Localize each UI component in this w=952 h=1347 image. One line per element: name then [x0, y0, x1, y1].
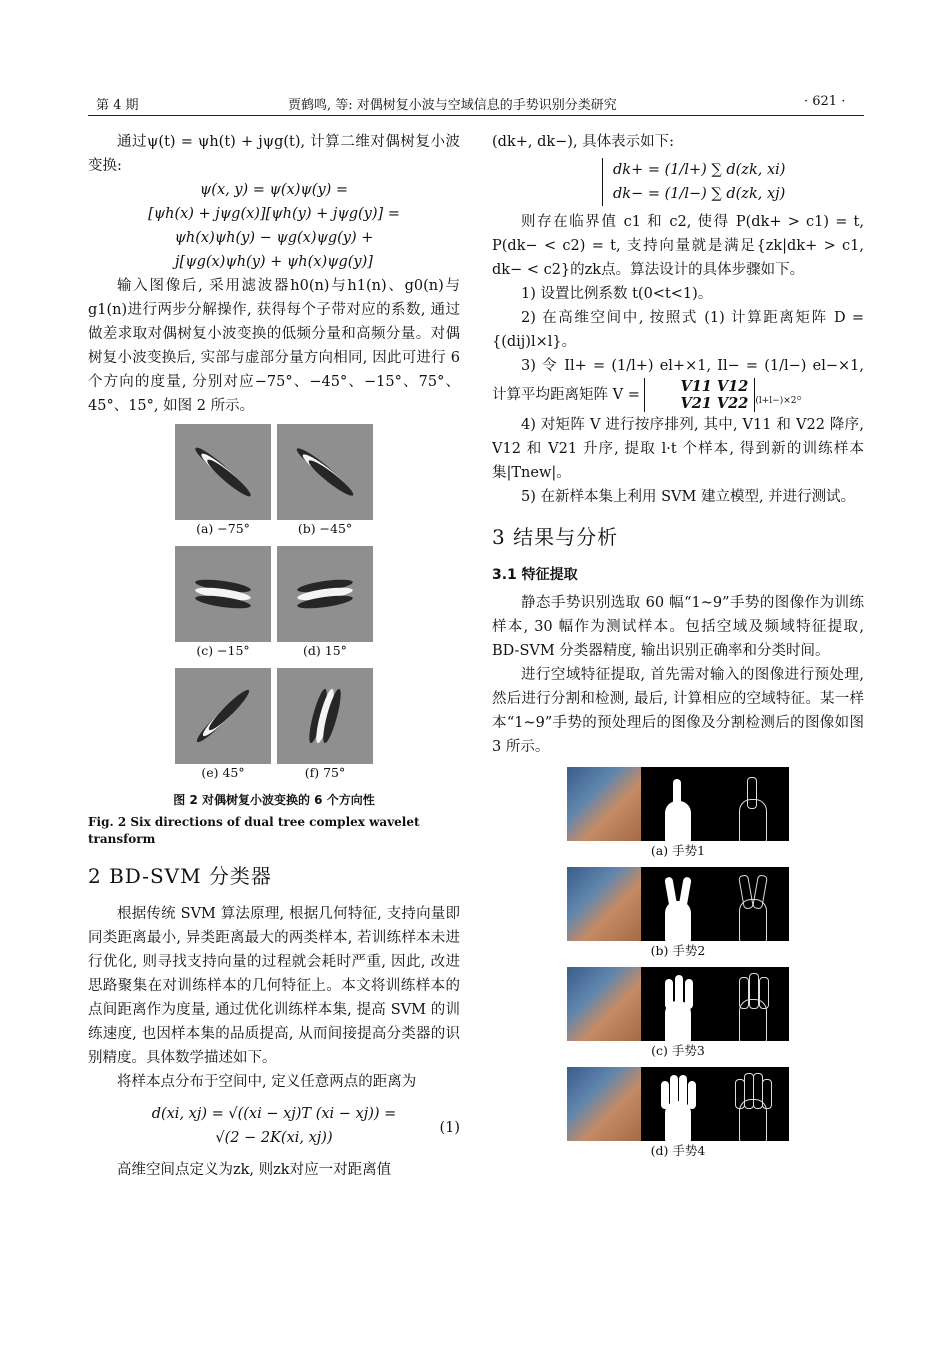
step-4: 4) 对矩阵 V 进行按序排列, 其中, V11 和 V22 降序, V12 和 V21 升序, 提取 l·t 个样本, 得到新的训练样本集|Tnew|。	[492, 416, 864, 481]
step-3-end: 。	[796, 387, 811, 403]
step-3-text: 3) 令 Il+ = (1/l+) el+×1, Il− = (1/l−) el−×1, 计算平均距离矩阵 V =	[492, 358, 864, 403]
figure-2b-label: (b) −45°	[297, 521, 353, 536]
figure-3a	[492, 767, 864, 859]
figure-2d-label: (d) 15°	[303, 643, 347, 658]
paragraph-highdim: 高维空间点定义为zk, 则zk对应一对距离值	[117, 1162, 392, 1178]
equation-1-number: (1)	[439, 1120, 460, 1136]
step-5: 5) 在新样本集上利用 SVM 建立模型, 并进行测试。	[521, 488, 856, 505]
wavelet-image	[175, 546, 271, 642]
wavelet-equation-2: [ψh(x) + jψg(x)][ψh(y) + jψg(y)] =	[148, 206, 400, 222]
figure-3d-label: (d) 手势4	[650, 1142, 706, 1158]
step-2: 2) 在高维空间中, 按照式 (1) 计算距离矩阵 D = {(dij)l×l}。	[492, 310, 864, 350]
paragraph-preprocess: 进行空域特征提取, 首先需对输入的图像进行预处理, 然后进行分割和检测, 最后, 计算相应的空域特征。某一样本“1~9”手势的预处理后的图像及分割检测后的图像如图 3 所示。	[492, 666, 864, 755]
matrix-row-2: V21 V22	[680, 395, 749, 412]
matrix-v	[644, 378, 755, 412]
equation-1-line-2: √(2 − 2K(xi, xj))	[215, 1130, 333, 1146]
section-3-title: 3 结果与分析	[492, 524, 619, 549]
hand-color-image	[567, 967, 641, 1041]
hand-images	[492, 867, 864, 941]
figure-3c-label: (c) 手势3	[651, 1042, 705, 1058]
wavelet-image	[175, 424, 271, 520]
figure-2c	[175, 546, 271, 660]
paragraph-svm: 根据传统 SVM 算法原理, 根据几何特征, 支持向量即同类距离最小, 异类距离最大的两类样本, 若训练样本未进行优化, 则寻找支持向量的过程就会耗时严重, 因此, 改进思路聚集在对训练样本的几何特征上。本文将训练样本的点间距离作为度量, 通过优化训练样本集, 提高 SVM 的训练速度, 也因样本集的品质提高, 从而间接提高分类器的识别精度。具体数学描述如下。	[88, 906, 460, 1066]
hand-binary-image	[641, 967, 715, 1041]
matrix-row-1: V11 V12	[680, 378, 749, 395]
wavelet-image	[277, 546, 373, 642]
figure-2-grid	[88, 424, 460, 782]
hand-edge-image	[715, 767, 789, 841]
paragraph-filters: 输入图像后, 采用滤波器h0(n)与h1(n)、g0(n)与g1(n)进行两步分解操作, 获得每个子带对应的系数, 通过做差求取对偶树复小波变换的低频分量和高频分量。对偶树复小波变换后, 实部与虚部分量方向相同, 因此可进行 6 个方向的度量, 分别对应−75°、−45°、−15°、75°、45°、15°, 如图 2 所示。	[88, 278, 460, 414]
running-title: 贾鹤鸣, 等: 对偶树复小波与空域信息的手势识别分类研究	[288, 98, 617, 113]
wavelet-image	[277, 668, 373, 764]
figure-2c-label: (c) −15°	[196, 643, 250, 658]
right-column	[492, 130, 864, 1159]
hand-edge-image	[715, 1067, 789, 1141]
figure-2b	[277, 424, 373, 538]
step-3	[492, 354, 864, 413]
hand-binary-image	[641, 867, 715, 941]
figure-3b-label: (b) 手势2	[650, 942, 706, 958]
section-3-1-title: 3.1 特征提取	[492, 566, 578, 583]
hand-binary-image	[641, 1067, 715, 1141]
wavelet-equation-3: ψh(x)ψh(y) − ψg(x)ψg(y) +	[174, 230, 374, 246]
continued-text: (dk+, dk−), 具体表示如下:	[492, 134, 675, 150]
header-rule	[88, 115, 864, 116]
paragraph-dataset: 静态手势识别选取 60 幅“1~9”手势的图像作为训练样本, 30 幅作为测试样本。包括空域及频域特征提取, BD-SVM 分类器精度, 输出识别正确率和分类时间。	[492, 594, 864, 659]
journal-issue: 第 4 期	[96, 98, 139, 113]
figure-2f-label: (f) 75°	[304, 765, 346, 780]
matrix-subscript: (l+l−)×2	[755, 395, 797, 406]
wavelet-equation-1: ψ(x, y) = ψ(x)ψ(y) =	[199, 182, 349, 198]
left-column	[88, 130, 460, 1182]
section-2-title: 2 BD-SVM 分类器	[88, 864, 272, 888]
figure-2a-label: (a) −75°	[196, 521, 250, 536]
figure-2e	[175, 668, 271, 782]
hand-binary-image	[641, 767, 715, 841]
figure-2f	[277, 668, 373, 782]
hand-images	[492, 767, 864, 841]
figure-3b	[492, 867, 864, 959]
equation-1	[88, 1102, 460, 1150]
hand-images	[492, 1067, 864, 1141]
figure-2-caption-en: Fig. 2 Six directions of dual tree complex wavelet transform	[88, 815, 420, 846]
figure-2d	[277, 546, 373, 660]
figure-3a-label: (a) 手势1	[650, 842, 706, 858]
intro-text: 通过ψ(t) = ψh(t) + jψg(t), 计算二维对偶树复小波变换:	[88, 134, 460, 174]
hand-color-image	[567, 767, 641, 841]
paragraph-critical: 则存在临界值 c1 和 c2, 使得 P(dk+ > c1) = t, P(dk− < c2) = t, 支持向量就是满足{zk|dk+ > c1, dk− < c2}的zk点。算法设计的具体步骤如下。	[492, 214, 864, 278]
figure-2a	[175, 424, 271, 538]
hand-edge-image	[715, 967, 789, 1041]
equation-d-plus: dk+ = (1/l+) ∑ d(zk, xi)	[613, 162, 786, 178]
distance-equations	[602, 158, 864, 206]
equation-1-line-1: d(xi, xj) = √((xi − xj)T (xi − xj)) =	[151, 1106, 397, 1122]
wavelet-image	[175, 668, 271, 764]
paragraph-distance-intro: 将样本点分布于空间中, 定义任意两点的距离为	[117, 1074, 417, 1090]
hand-color-image	[567, 867, 641, 941]
figure-2-caption-cn: 图 2 对偶树复小波变换的 6 个方向性	[173, 793, 375, 807]
figure-2e-label: (e) 45°	[201, 765, 245, 780]
figure-3d	[492, 1067, 864, 1159]
equation-d-minus: dk− = (1/l−) ∑ d(zk, xj)	[613, 186, 786, 202]
step-1: 1) 设置比例系数 t(0<t<1)。	[521, 286, 713, 302]
wavelet-image	[277, 424, 373, 520]
wavelet-equation-4: j[ψg(x)ψh(y) + ψh(x)ψg(y)]	[175, 254, 373, 270]
page-number: · 621 ·	[804, 94, 846, 109]
hand-edge-image	[715, 867, 789, 941]
figure-3c	[492, 967, 864, 1059]
hand-images	[492, 967, 864, 1041]
hand-color-image	[567, 1067, 641, 1141]
